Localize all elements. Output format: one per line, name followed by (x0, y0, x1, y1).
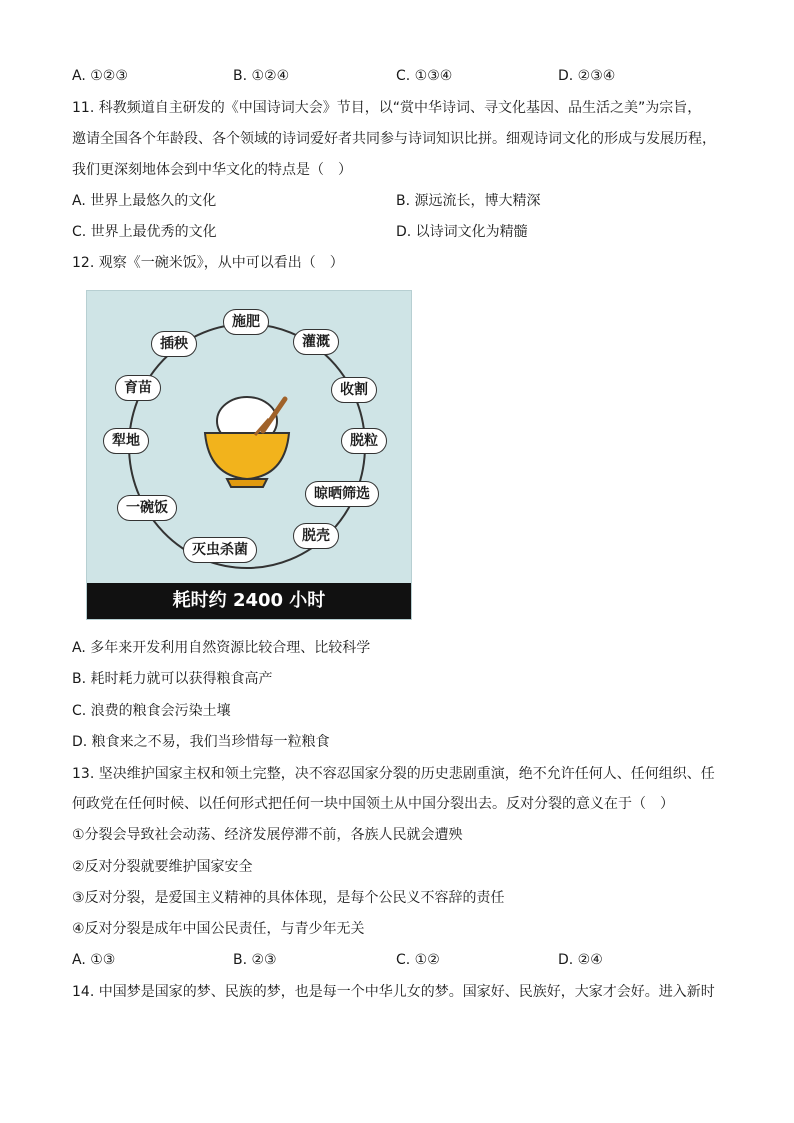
q11-option-d: D. 以诗词文化为精髓 (396, 224, 528, 240)
step-hull: 脱壳 (293, 523, 339, 549)
step-plow: 犁地 (103, 428, 149, 454)
step-fertilize: 施肥 (223, 309, 269, 335)
q13-stem-line-1: 13. 坚决维护国家主权和领土完整，决不容忍国家分裂的历史悲剧重演，绝不允许任何人、任何组织、任 (72, 766, 715, 782)
q13-option-d: D. ②④ (558, 952, 603, 968)
rice-bowl-figure (86, 290, 412, 620)
q13-stem-line-2: 何政党在任何时候、以任何形式把任何一块中国领土从中国分裂出去。反对分裂的意义在于（ ） (72, 796, 674, 812)
step-irrigate: 灌溉 (293, 329, 339, 355)
q12-option-d: D. 粮食来之不易，我们当珍惜每一粒粮食 (72, 734, 330, 750)
q13-option-b: B. ②③ (233, 952, 277, 968)
q11-option-c: C. 世界上最优秀的文化 (72, 224, 217, 240)
step-dry-sieve: 晾晒筛选 (305, 481, 379, 507)
q11-option-b: B. 源远流长，博大精深 (396, 193, 541, 209)
step-seedling: 育苗 (115, 375, 161, 401)
q12-option-a: A. 多年来开发利用自然资源比较合理、比较科学 (72, 640, 371, 656)
q11-option-a: A. 世界上最悠久的文化 (72, 193, 217, 209)
q13-option-a: A. ①③ (72, 952, 116, 968)
q13-statement-4: ④反对分裂是成年中国公民责任，与青少年无关 (72, 921, 365, 937)
q11-stem-line-3: 我们更深刻地体会到中华文化的特点是（ ） (72, 162, 352, 178)
rice-bowl-icon (205, 397, 289, 487)
step-harvest: 收割 (331, 377, 377, 403)
q12-stem: 12. 观察《一碗米饭》，从中可以看出（ ） (72, 255, 344, 271)
q10-option-c: C. ①③④ (396, 68, 453, 84)
step-transplant: 插秧 (151, 331, 197, 357)
q12-option-c: C. 浪费的粮食会污染土壤 (72, 703, 231, 719)
figure-artwork (87, 291, 411, 619)
q10-option-b: B. ①②④ (233, 68, 290, 84)
q13-statement-2: ②反对分裂就要维护国家安全 (72, 859, 253, 875)
time-banner: 耗时约 2400 小时 (87, 583, 411, 619)
step-pest-control: 灭虫杀菌 (183, 537, 257, 563)
step-bowl-of-rice: 一碗饭 (117, 495, 177, 521)
q11-stem-line-1: 11. 科教频道自主研发的《中国诗词大会》节目，以“赏中华诗词、寻文化基因、品生活之美”为宗旨， (72, 100, 702, 116)
q10-option-d: D. ②③④ (558, 68, 616, 84)
q14-stem: 14. 中国梦是国家的梦、民族的梦，也是每一个中华儿女的梦。国家好、民族好，大家才会好。进入新时 (72, 984, 715, 1000)
q10-option-a: A. ①②③ (72, 68, 128, 84)
step-thresh: 脱粒 (341, 428, 387, 454)
q12-option-b: B. 耗时耗力就可以获得粮食高产 (72, 671, 273, 687)
q13-statement-1: ①分裂会导致社会动荡、经济发展停滞不前，各族人民就会遭殃 (72, 827, 463, 843)
q13-option-c: C. ①② (396, 952, 440, 968)
q11-stem-line-2: 邀请全国各个年龄段、各个领域的诗词爱好者共同参与诗词知识比拼。细观诗词文化的形成与发展历程， (72, 131, 716, 147)
q13-statement-3: ③反对分裂，是爱国主义精神的具体体现，是每个公民义不容辞的责任 (72, 890, 505, 906)
